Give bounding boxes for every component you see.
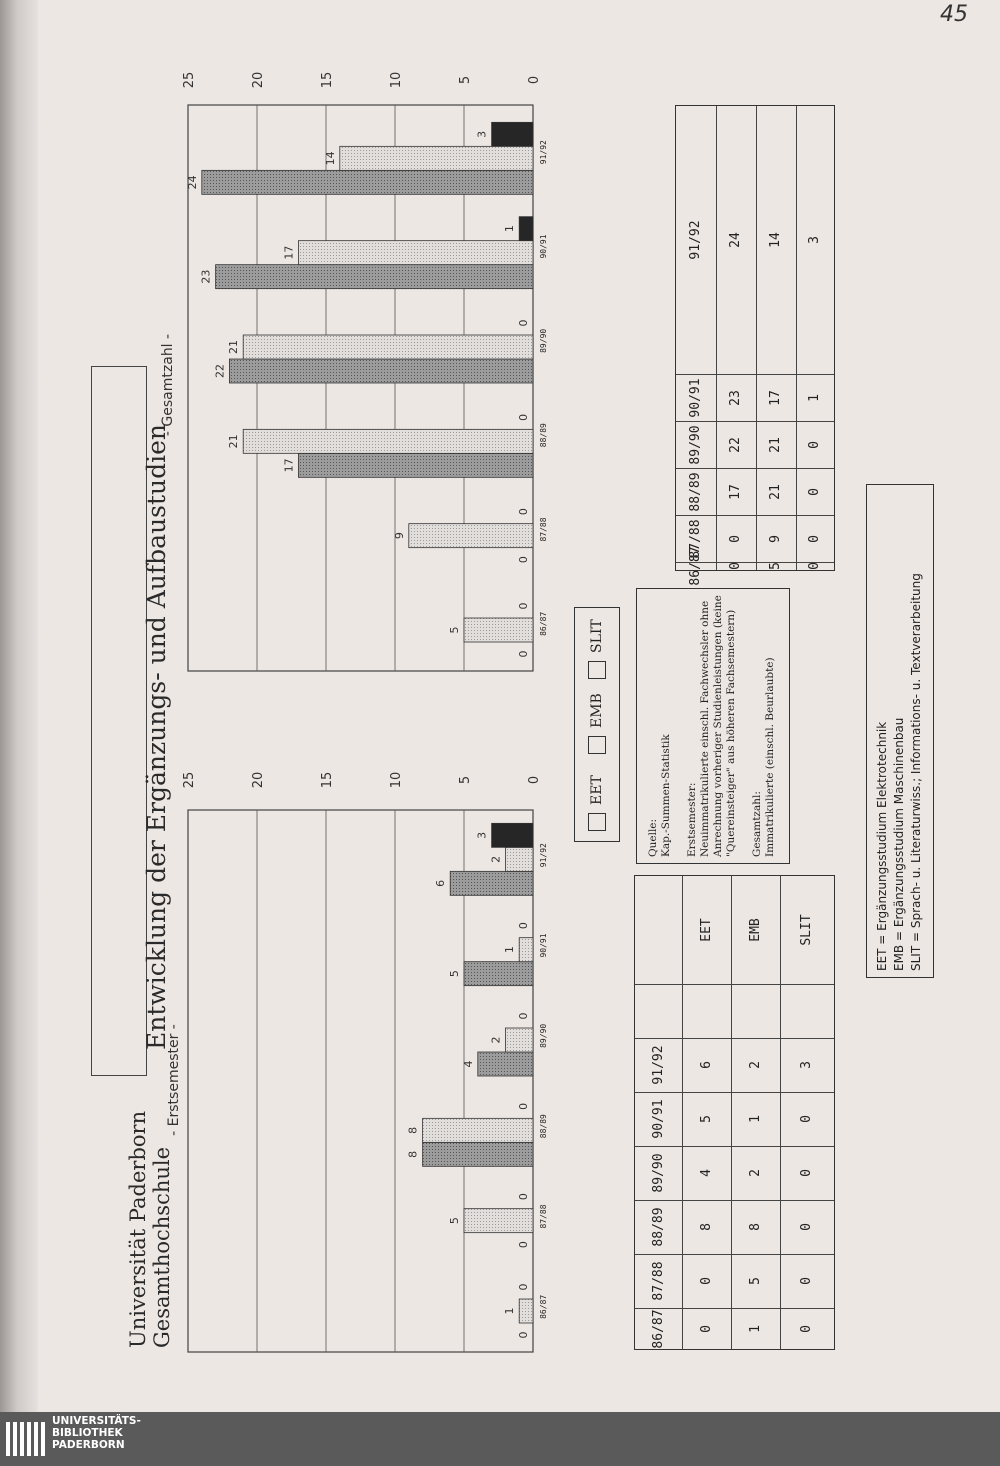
library-name-line: BIBLIOTHEK <box>52 1427 123 1439</box>
chart-legend <box>574 607 620 842</box>
table-cell: 8 <box>698 1223 714 1231</box>
legend-swatch-emb <box>588 736 606 754</box>
table-cell: 2 <box>747 1061 763 1069</box>
axis-tick-label: 25 <box>182 71 197 89</box>
note-line: "Quereinsteiger" aus höheren Fachsemestern) <box>725 609 737 857</box>
bar-slit <box>492 122 533 146</box>
table-cell: 0 <box>698 1277 714 1285</box>
category-label: 87/88 <box>539 517 548 542</box>
data-label: 21 <box>227 340 241 354</box>
category-label: 86/87 <box>539 1294 548 1319</box>
bar-eet <box>298 453 533 477</box>
data-label: 17 <box>282 458 296 473</box>
table-cell: 14 <box>768 232 783 248</box>
data-label: 0 <box>517 602 530 610</box>
data-label: 0 <box>517 1241 530 1249</box>
data-label: 17 <box>282 245 296 260</box>
table-cell: 0 <box>728 534 743 543</box>
legend-label-slit: SLIT <box>589 619 605 653</box>
note-line: Anrechnung vorheriger Studienleistungen (keine <box>712 595 724 857</box>
data-label: 0 <box>517 556 530 564</box>
table-row-year: 87/88 <box>650 1261 666 1301</box>
library-name-line: PADERBORN <box>52 1439 125 1451</box>
axis-tick-label: 10 <box>389 771 404 789</box>
note-line: Quelle: <box>647 818 659 857</box>
data-label: 1 <box>503 946 517 954</box>
library-name <box>52 1415 141 1451</box>
table-row-year: 90/91 <box>688 377 703 418</box>
table-divider <box>682 876 683 1349</box>
data-label: 24 <box>185 175 199 190</box>
table-row-year: 88/89 <box>650 1207 666 1247</box>
table-row-year: 90/91 <box>650 1099 666 1139</box>
table-cell: 21 <box>768 483 783 500</box>
data-label: 0 <box>517 319 530 327</box>
data-label: 3 <box>475 831 489 839</box>
table-cell: 1 <box>807 393 822 402</box>
data-label: 5 <box>448 626 461 634</box>
data-label: 5 <box>448 970 461 978</box>
table-row-year: 88/89 <box>688 471 703 512</box>
data-label: 9 <box>392 532 406 540</box>
bar-eet <box>216 265 533 289</box>
category-label: 90/91 <box>539 933 548 958</box>
note-line: Gesamtzahl: <box>751 791 763 857</box>
table-cell: 22 <box>728 436 743 453</box>
table-header: SLIT <box>799 914 814 946</box>
table-cell: 1 <box>747 1115 763 1123</box>
note-line: Neuimmatrikulierte einschl. Fachwechsler ohne <box>699 600 711 857</box>
axis-tick-label: 5 <box>458 775 473 785</box>
bar-emb <box>243 335 533 359</box>
table-cell: 1 <box>747 1324 763 1333</box>
data-label: 2 <box>489 1036 503 1044</box>
data-label: 1 <box>503 225 517 233</box>
table-erstsemester <box>634 875 835 1350</box>
bar-eet <box>229 359 533 383</box>
page-number: 45 <box>940 2 968 27</box>
bar-emb <box>340 146 533 170</box>
table-cell: 0 <box>799 1169 814 1177</box>
bar-emb <box>298 241 533 265</box>
table-header: EMB <box>747 918 763 942</box>
table-cell: 5 <box>747 1277 763 1285</box>
data-label: 8 <box>406 1126 420 1134</box>
table-divider <box>716 106 717 570</box>
axis-tick-label: 10 <box>389 71 404 89</box>
table-cell: 4 <box>698 1169 714 1177</box>
page-title: Entwicklung der Ergänzungs- und Aufbaustudien <box>142 423 171 1050</box>
table-cell: 17 <box>728 483 743 500</box>
bar-eet <box>202 170 533 194</box>
table-cell: 3 <box>799 1061 814 1069</box>
axis-tick-label: 20 <box>251 71 266 89</box>
data-label: 5 <box>448 1217 461 1225</box>
category-label: 88/89 <box>539 1114 548 1139</box>
table-divider <box>780 876 781 1349</box>
table-cell: 0 <box>807 534 822 543</box>
table-header: EET <box>698 918 714 942</box>
table-cell: 0 <box>799 1277 814 1285</box>
category-label: 91/92 <box>539 843 548 868</box>
table-row-year: 91/92 <box>650 1045 666 1085</box>
table-row-year: 87/88 <box>688 518 703 559</box>
category-label: 90/91 <box>539 234 548 259</box>
table-divider <box>731 876 732 1349</box>
table-divider <box>756 106 757 570</box>
axis-tick-label: 15 <box>320 71 335 89</box>
data-label: 0 <box>517 413 530 421</box>
data-label: 0 <box>517 1012 530 1020</box>
table-row-year: 89/90 <box>688 424 703 465</box>
table-cell: 0 <box>728 562 743 570</box>
table-cell: 0 <box>799 1115 814 1123</box>
note-line: Kap.-Summen-Statistik <box>660 734 672 857</box>
category-label: 89/90 <box>539 1023 548 1048</box>
bar-emb <box>464 618 533 642</box>
chart-caption: - Gesamtzahl - <box>160 333 176 437</box>
data-label: 8 <box>406 1150 420 1158</box>
data-label: 23 <box>199 269 213 284</box>
source-note <box>636 588 790 864</box>
data-label: 6 <box>434 879 448 887</box>
bar-slit <box>519 217 533 241</box>
table-cell: 23 <box>728 389 743 406</box>
library-footer <box>0 1412 1000 1466</box>
university-subtitle: Gesamthochschule <box>150 1146 174 1348</box>
table-cell: 0 <box>807 487 822 496</box>
data-label: 0 <box>517 922 530 930</box>
table-row-year: 89/90 <box>650 1153 666 1193</box>
data-label: 3 <box>475 130 489 138</box>
library-name-line: UNIVERSITÄTS- <box>52 1415 141 1427</box>
table-cell: 0 <box>698 1324 714 1333</box>
table-divider <box>796 106 797 570</box>
note-line: Erstsemester: <box>686 782 698 857</box>
category-label: 89/90 <box>539 328 548 353</box>
data-label: 2 <box>489 855 503 863</box>
bar-emb <box>409 524 533 548</box>
table-cell: 9 <box>768 534 783 543</box>
data-label: 0 <box>517 650 530 658</box>
category-label: 88/89 <box>539 423 548 448</box>
table-cell: 0 <box>799 1324 814 1333</box>
table-cell: 3 <box>807 236 822 244</box>
table-cell: 17 <box>768 389 783 406</box>
legend-swatch-slit <box>588 661 606 679</box>
category-label: 91/92 <box>539 140 548 165</box>
table-cell: 5 <box>698 1115 714 1123</box>
table-cell: 0 <box>807 440 822 449</box>
table-cell: 0 <box>807 562 822 570</box>
note-line: Immatrikulierte (einschl. Beurlaubte) <box>764 657 776 857</box>
legend-label-eet: EET <box>589 775 605 805</box>
legend-label-emb: EMB <box>589 693 605 728</box>
data-label: 0 <box>517 1102 530 1110</box>
category-label: 86/87 <box>539 611 548 636</box>
axis-tick-label: 0 <box>527 75 542 85</box>
table-gesamtzahl <box>675 105 835 586</box>
table-row-year: 86/87 <box>650 1308 666 1349</box>
abbreviation-line: EMB = Ergänzungsstudium Maschinenbau <box>892 717 906 971</box>
table-row-year: 91/92 <box>688 220 703 260</box>
axis-tick-label: 25 <box>182 771 197 789</box>
table-cell: 5 <box>768 562 783 570</box>
library-logo-icon <box>4 1418 48 1460</box>
data-label: 0 <box>517 1283 530 1291</box>
legend-swatch-eet <box>588 813 606 831</box>
data-label: 4 <box>461 1060 475 1068</box>
table-cell: 24 <box>728 232 743 248</box>
data-label: 0 <box>517 1331 530 1339</box>
table-cell: 2 <box>747 1169 763 1177</box>
data-label: 1 <box>503 1307 517 1315</box>
data-label: 21 <box>227 434 241 449</box>
data-label: 0 <box>517 1193 530 1201</box>
abbreviation-line: EET = Ergänzungsstudium Elektrotechnik <box>875 721 889 971</box>
table-cell: 8 <box>747 1223 763 1231</box>
data-label: 22 <box>213 364 227 378</box>
table-cell: 0 <box>799 1223 814 1231</box>
data-label: 14 <box>323 151 337 166</box>
abbreviation-legend <box>866 484 934 978</box>
axis-tick-label: 5 <box>458 75 473 85</box>
chart-caption: - Erstsemester - <box>166 1024 182 1136</box>
table-cell: 21 <box>768 436 783 453</box>
axis-tick-label: 20 <box>251 771 266 789</box>
university-name: Universität Paderborn <box>126 1110 150 1348</box>
table-cell: 6 <box>698 1061 714 1069</box>
axis-tick-label: 15 <box>320 771 335 789</box>
data-label: 0 <box>517 508 530 516</box>
category-label: 87/88 <box>539 1204 548 1229</box>
axis-tick-label: 0 <box>527 775 542 785</box>
table-row-year: 86/87 <box>688 546 703 586</box>
table-divider <box>635 984 834 985</box>
abbreviation-line: SLIT = Sprach- u. Literaturwiss.; Informations- u. Textverarbeitung <box>909 573 923 971</box>
bar-emb <box>243 429 533 453</box>
